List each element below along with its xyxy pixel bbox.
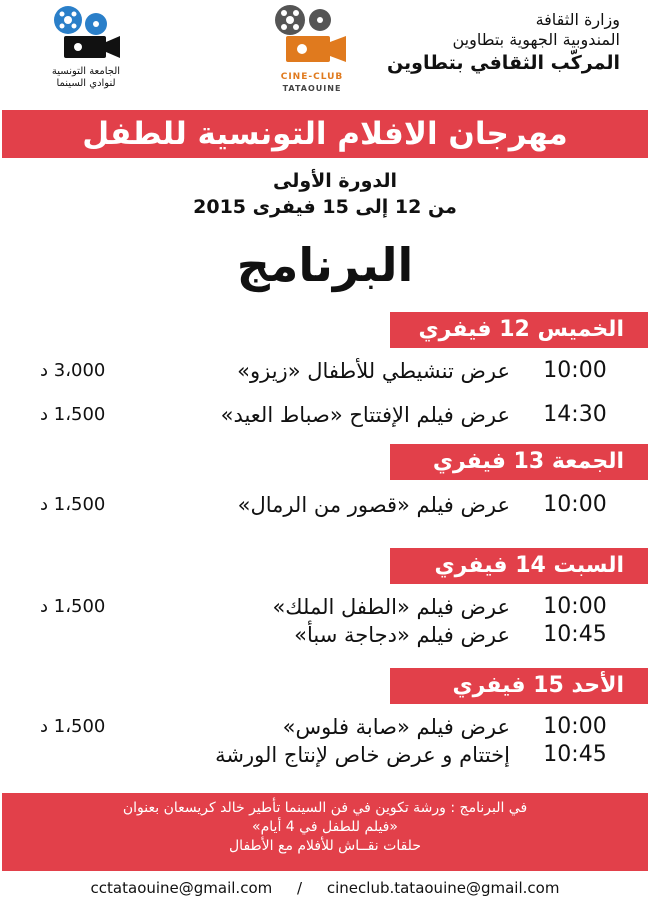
schedule-row [0,740,650,770]
event-price: 1،500 د [40,596,106,617]
event-title: عرض فيلم «دجاجة سبأ» [294,623,510,647]
cineclub-logo-text: CINE-CLUB [280,72,344,82]
event-price: 1،500 د [40,494,106,515]
day-header-friday: الجمعة 13 فيفري [390,444,648,480]
event-price: 3،000 د [40,360,106,381]
event-title: عرض فيلم «قصور من الرمال» [237,493,510,517]
program-title: البرنامج [236,238,414,292]
schedule-row [0,490,650,520]
schedule-row [0,712,650,742]
edition-label: الدورة الأولى [272,170,398,192]
workshop-title: «فيلم للطفل في 4 أيام» [252,819,398,835]
day-header-sunday: الأحد 15 فيفري [390,668,648,704]
event-time: 10:45 [543,742,607,767]
schedule-row [0,356,650,386]
cineclub-logo [262,2,362,98]
day-header-saturday: السبت 14 فيفري [390,548,648,584]
ftcc-logo [38,4,134,100]
email-link-cctataouine[interactable]: cctataouine@gmail.com [90,879,273,897]
schedule-row [0,400,650,430]
ministry-header [387,10,620,76]
email-separator: / [297,879,303,897]
edition-info [0,168,650,220]
festival-dates: من 12 إلى 15 فيفرى 2015 [193,196,457,218]
contact-emails [0,876,650,900]
day-header-thursday: الخميس 12 فيفري [390,312,648,348]
cultural-complex: المركّب الثقافي بتطاوين [386,52,620,74]
film-camera-icon [38,4,134,66]
cineclub-logo-city: TATAOUINE [282,84,342,93]
event-title: إختتام و عرض خاص لإنتاج الورشة [215,743,510,767]
event-title: عرض تنشيطي للأطفال «زيزو» [237,359,510,383]
event-time: 10:00 [543,358,607,383]
event-time: 10:00 [543,594,607,619]
event-time: 14:30 [543,402,607,427]
event-price: 1،500 د [40,716,106,737]
event-time: 10:00 [543,714,607,739]
event-title: عرض فيلم الإفتتاح «صباط العيد» [220,403,510,427]
event-price: 1،500 د [40,404,106,425]
schedule-row [0,620,650,650]
ministry-name: وزارة الثقافة [535,10,620,29]
program-notes [2,793,648,871]
event-time: 10:00 [543,492,607,517]
regional-office: المندوبية الجهوية بتطاوين [452,30,620,49]
discussion-note: حلقات نقــاش للأفلام مع الأطفال [229,838,421,854]
schedule-row [0,592,650,622]
film-camera-icon [262,2,362,72]
festival-title: مهرجان الافلام التونسية للطفل [2,110,648,158]
email-link-cineclub[interactable]: cineclub.tataouine@gmail.com [326,879,560,897]
ftcc-logo-text: الجامعة التونسية لنوادي السينما [51,66,121,89]
event-time: 10:45 [543,622,607,647]
event-title: عرض فيلم «صابة فلوس» [282,715,510,739]
workshop-note: في البرنامج : ورشة تكوين في فن السينما تأطير خالد كريسعان بعنوان [122,800,528,816]
event-title: عرض فيلم «الطفل الملك» [272,595,510,619]
